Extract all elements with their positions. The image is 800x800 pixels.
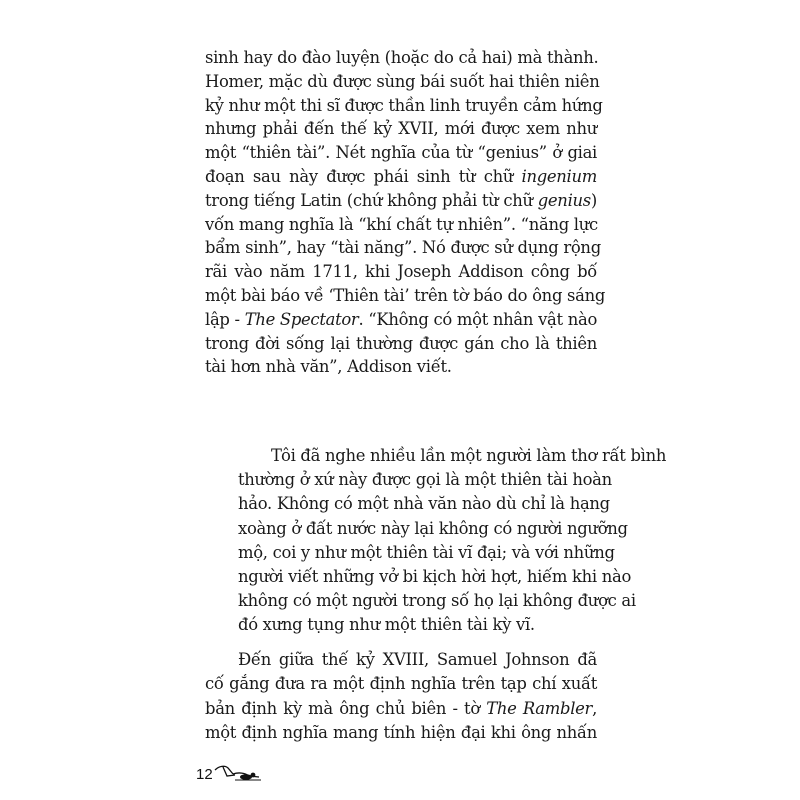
text-line xyxy=(238,517,628,541)
text-line xyxy=(205,672,597,696)
text-segment: lập - xyxy=(205,309,245,329)
text-segment: mộ, coi y như một thiên tài vĩ đại; và với những xyxy=(238,542,615,562)
text-segment: bản định kỳ mà ông chủ biên - tờ xyxy=(205,698,487,718)
italic-title: The Spectator xyxy=(244,309,359,329)
text-segment: một bài báo về ‘Thiên tài’ trên tờ báo do ông sáng xyxy=(205,285,606,305)
text-line xyxy=(238,492,610,516)
text-segment: vốn mang nghĩa là “khí chất tự nhiên”. “năng lực xyxy=(205,214,598,234)
italic-title: The Rambler xyxy=(486,698,593,718)
text-segment: cố gắng đưa ra một định nghĩa trên tạp chí xuất xyxy=(205,674,597,694)
text-line xyxy=(205,697,597,721)
page-number: 12 xyxy=(196,766,213,783)
text-line xyxy=(205,141,597,165)
text-segment: một “thiên tài”. Nét nghĩa của từ “genius” ở giai xyxy=(205,143,597,163)
text-line xyxy=(205,355,597,379)
text-segment: , xyxy=(592,698,598,718)
page-footer xyxy=(196,764,263,782)
text-segment: không có một người trong số họ lại không được ai xyxy=(238,591,636,611)
text-segment: Homer, mặc dù được sùng bái suốt hai thiên niên xyxy=(205,71,600,91)
text-line xyxy=(205,117,597,141)
text-line xyxy=(205,308,597,332)
text-segment: thường ở xứ này được gọi là một thiên tài hoàn xyxy=(238,470,612,490)
text-segment: ) xyxy=(590,190,597,210)
text-line xyxy=(205,46,597,70)
italic-title: ingenium xyxy=(521,166,597,186)
text-segment: rãi vào năm 1711, khi Joseph Addison công bố xyxy=(205,262,597,282)
text-line xyxy=(205,284,606,308)
italic-title: genius xyxy=(537,190,591,210)
text-line xyxy=(238,468,612,492)
text-line xyxy=(205,213,597,237)
paragraph-1 xyxy=(205,46,606,379)
text-line xyxy=(205,165,597,189)
text-segment: sinh hay do đào luyện (hoặc do cả hai) mà thành. xyxy=(205,48,599,67)
text-line xyxy=(205,94,603,118)
text-segment: đoạn sau này được phái sinh từ chữ xyxy=(205,166,522,186)
block-quote xyxy=(238,444,667,638)
text-segment: Tôi đã nghe nhiều lần một người làm thơ rất bình xyxy=(271,446,667,465)
text-line xyxy=(205,648,597,672)
text-line xyxy=(238,589,636,613)
text-line xyxy=(238,444,667,468)
text-line xyxy=(205,260,597,284)
text-segment: trong đời sống lại thường được gán cho là thiên xyxy=(205,333,597,353)
text-segment: hảo. Không có một nhà văn nào dù chỉ là hạng xyxy=(238,494,610,514)
text-line xyxy=(205,721,597,745)
text-segment: người viết những vở bi kịch hời hợt, hiếm khi nào xyxy=(238,566,632,586)
text-line xyxy=(238,613,597,637)
text-segment: nhưng phải đến thế kỷ XVII, mới được xem như xyxy=(205,119,597,139)
reclining-figure-icon xyxy=(213,764,263,782)
text-segment: . “Không có một nhân vật nào xyxy=(358,309,598,329)
text-segment: xoàng ở đất nước này lại không có người ngưỡng xyxy=(238,518,628,538)
paragraph-2 xyxy=(205,648,597,745)
text-line xyxy=(205,70,600,94)
text-segment: đó xưng tụng như một thiên tài kỳ vĩ. xyxy=(238,615,535,635)
text-line xyxy=(205,189,597,213)
text-segment: bẩm sinh”, hay “tài năng”. Nó được sử dụng rộng xyxy=(205,238,601,258)
text-segment: Đến giữa thế kỷ XVIII, Samuel Johnson đã xyxy=(238,650,597,669)
text-line xyxy=(238,541,615,565)
text-segment: tài hơn nhà văn”, Addison viết. xyxy=(205,357,452,377)
text-line xyxy=(205,332,597,356)
text-line xyxy=(205,236,601,260)
text-segment: trong tiếng Latin (chứ không phải từ chữ xyxy=(205,190,538,210)
text-line xyxy=(238,565,632,589)
text-segment: một định nghĩa mang tính hiện đại khi ông nhấn xyxy=(205,722,597,742)
text-segment: kỷ như một thi sĩ được thần linh truyền cảm hứng xyxy=(205,95,603,115)
